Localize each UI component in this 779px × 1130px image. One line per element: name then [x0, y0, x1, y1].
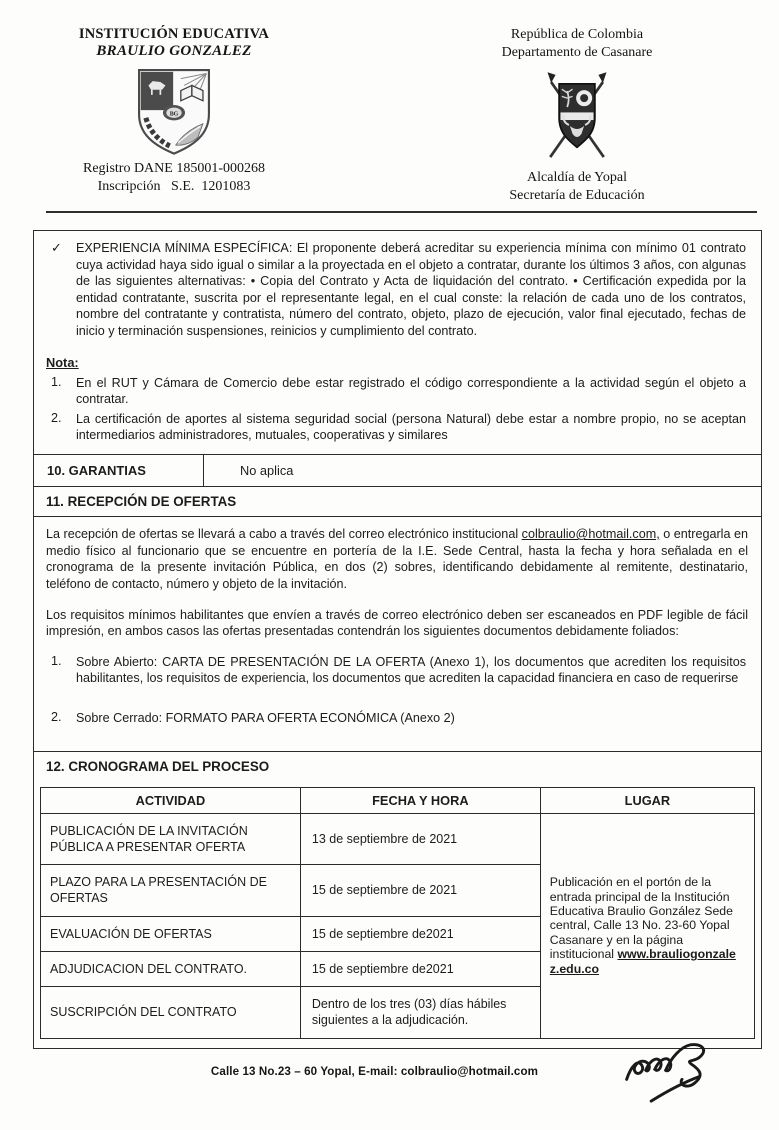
institution-name-line1: INSTITUCIÓN EDUCATIVA [78, 26, 270, 42]
actividad-cell: SUSCRIPCIÓN DEL CONTRATO [41, 987, 301, 1039]
institution-website-url: www.brauliogonzalez.edu.co [549, 947, 736, 976]
sobre-item-1-text: Sobre Abierto: CARTA DE PRESENTACIÓN DE LA OFERTA (Anexo 1), los documentos que acrediten los requisitos habilitantes, los requisitos de experiencia, los documentos que acrediten la capacidad financiera en caso de requerirse [76, 654, 746, 686]
sobre-item-2 [46, 710, 748, 741]
column-header-fecha: FECHA Y HORA [300, 787, 540, 813]
actividad-cell: PUBLICACIÓN DE LA INVITACIÓN PÚBLICA A PRESENTAR OFERTA [41, 813, 301, 865]
fecha-cell: 15 de septiembre de 2021 [300, 865, 540, 917]
department-line: Departamento de Casanare [501, 44, 653, 60]
experiencia-text: EXPERIENCIA MÍNIMA ESPECÍFICA: El proponente deberá acreditar su experiencia mínima con mínimo 01 contrato cuya actividad haya sido igual o similar a la proyectada en el objeto a contratar, durante los últimos 3 años, con algunas de las siguientes alternativas: • Copia del Contrato y Acta de liquidación del contrato. • Certificación expedida por la entidad contratante, suscrita por el representante legal, en el cual conste: la relación de cada uno de los contratos, nombre del contratante y contratista, número del contrato, objeto, plazo de ejecución, valor final ejecutado, fechas de inicio y terminación suspensiones, reinicios y cumplimiento del contrato. [76, 241, 746, 339]
cronograma-table [40, 787, 755, 1039]
inscripcion-se: Inscripción S.E. 1201083 [97, 179, 251, 195]
fecha-cell: 15 de septiembre de2021 [300, 951, 540, 986]
garantias-value: No aplica [240, 463, 294, 479]
actividad-cell: PLAZO PARA LA PRESENTACIÓN DE OFERTAS [41, 865, 301, 917]
registro-dane: Registro DANE 185001-000268 [83, 161, 265, 176]
header-right-block [461, 26, 693, 204]
table-row [41, 813, 755, 865]
sobre-item-1 [46, 654, 748, 701]
document-body-box [33, 230, 762, 1049]
cronograma-section [34, 781, 761, 1048]
footer-address: Calle 13 No.23 – 60 Yopal, E-mail: colbraulio@hotmail.com [210, 1064, 539, 1078]
sobres-list [46, 654, 748, 741]
checkmark-icon: ✓ [51, 240, 62, 255]
sobre-item-2-text: Sobre Cerrado: FORMATO PARA OFERTA ECONÓMICA (Anexo 2) [76, 710, 455, 725]
recepcion-section [34, 517, 761, 750]
fecha-cell: 13 de septiembre de 2021 [300, 813, 540, 865]
nota-item-2-number: 2. [51, 410, 62, 425]
nota-item-1-text: En el RUT y Cámara de Comercio debe estar registrado el código correspondiente a la actividad según el objeto a contratar. [76, 375, 746, 407]
section-title-cronograma: 12. CRONOGRAMA DEL PROCESO [34, 751, 761, 781]
school-crest-icon [130, 65, 218, 157]
header-left-block [46, 26, 302, 204]
institutional-email: colbraulio@hotmail.com, [521, 527, 660, 542]
nota-item-1 [46, 375, 748, 408]
lugar-cell [540, 813, 754, 1038]
garantias-row [34, 454, 761, 486]
experiencia-section [34, 231, 761, 454]
yopal-coat-of-arms-icon [532, 66, 622, 166]
recepcion-p1-text-after: o entregarla en medio físico al funcionario que se encuentre en portería de la I.E. Sede Central, hasta la fecha y hora señalada en el cronograma de la presente invitación Pública, en dos (2) sobres, identificando debidamente al remitente, destinatario, teléfono de contacto, número y objeto de la invitación. [46, 527, 749, 591]
header-divider-rule [46, 211, 757, 213]
section-title-recepcion: 11. RECEPCIÓN DE OFERTAS [34, 486, 761, 517]
actividad-cell: EVALUACIÓN DE OFERTAS [41, 916, 301, 951]
signature-scribble-icon [623, 1037, 741, 1119]
cronograma-header-row [41, 787, 755, 813]
document-footer [0, 1065, 779, 1130]
nota-section [46, 354, 748, 444]
lugar-text: Publicación en el portón de la entrada principal de la Institución Educativa Braulio González Sede central, Calle 13 No. 23-60 Yopal Casanare y en la página institucional [549, 875, 733, 962]
fecha-cell: 15 de septiembre de2021 [300, 916, 540, 951]
document-header [0, 0, 779, 204]
nota-item-2-text: La certificación de aportes al sistema seguridad social (persona Natural) debe estar a nombre propio, no se aceptan intermediarios administradores, mutuales, cooperativas y similares [76, 411, 746, 443]
nota-item-2 [46, 411, 748, 444]
experiencia-item [46, 240, 748, 340]
nota-item-1-number: 1. [51, 374, 62, 389]
nota-title: Nota: [46, 354, 79, 370]
actividad-cell: ADJUDICACION DEL CONTRATO. [41, 951, 301, 986]
garantias-label: 10. GARANTIAS [34, 455, 204, 486]
column-header-lugar: LUGAR [540, 787, 754, 813]
recepcion-p1-text: La recepción de ofertas se llevará a cabo a través del correo electrónico institucional [46, 527, 522, 542]
institution-name-line2: BRAULIO GONZALEZ [96, 43, 252, 59]
republic-line: República de Colombia [510, 27, 644, 42]
recepcion-paragraph-2: Los requisitos mínimos habilitantes que envíen a través de correo electrónico deben ser escaneados en PDF legible de fácil impresión, en ambos casos las ofertas presentadas contendrán los siguientes documentos debidamente foliados: [46, 607, 748, 639]
fecha-cell: Dentro de los tres (03) días hábiles siguientes a la adjudicación. [300, 987, 540, 1039]
svg-text:BG: BG [169, 111, 179, 118]
recepcion-paragraph-1 [46, 526, 748, 592]
alcaldia-line: Alcaldía de Yopal [527, 170, 627, 185]
column-header-actividad: ACTIVIDAD [41, 787, 301, 813]
sobre-item-2-number: 2. [51, 709, 62, 724]
sobre-item-1-number: 1. [51, 653, 62, 668]
secretaria-line: Secretaría de Educación [509, 187, 645, 203]
